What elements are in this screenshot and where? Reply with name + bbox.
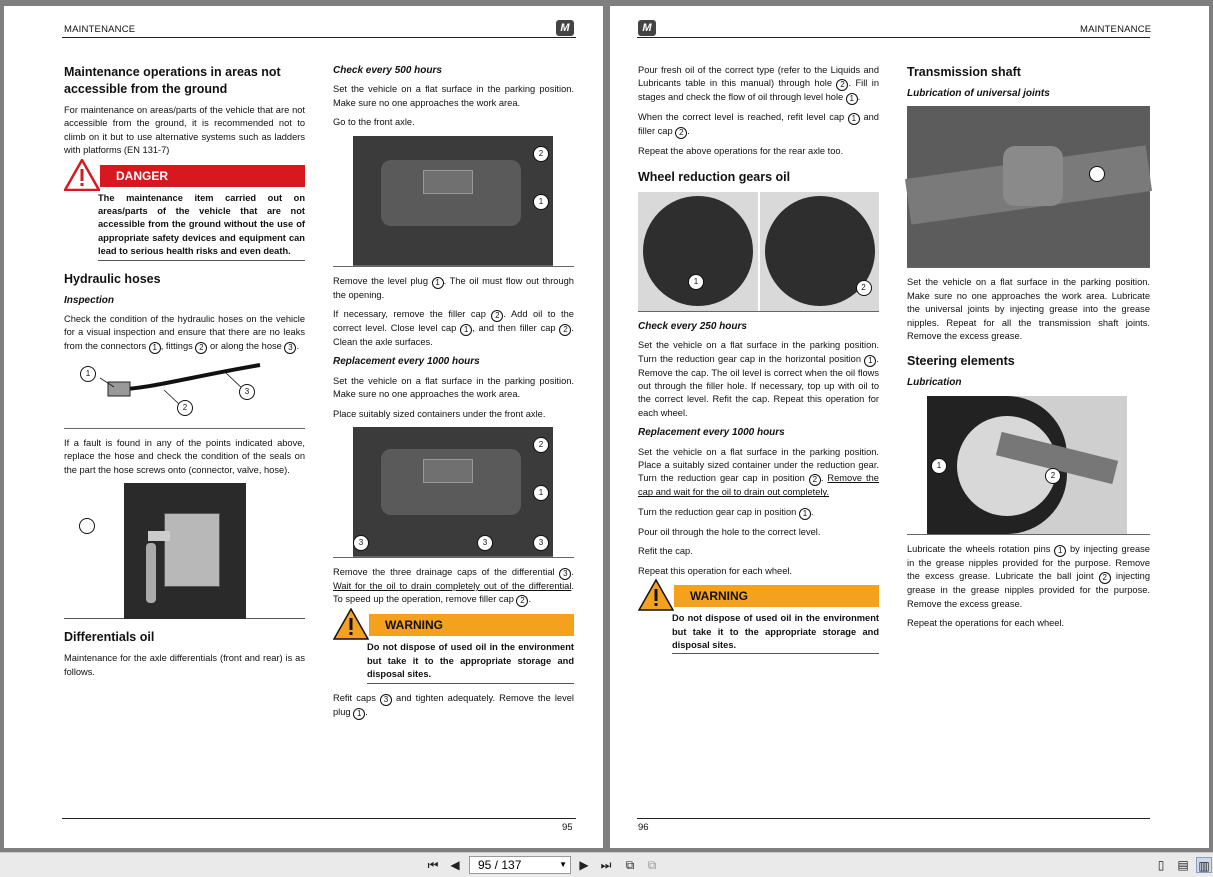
page-95 <box>4 6 603 848</box>
paragraph: Place suitably sized containers under the front axle. <box>333 408 546 419</box>
callout-2: 2 <box>177 400 193 416</box>
heading-maintenance-areas: Maintenance operations in areas not accessible from the ground <box>64 65 281 96</box>
wheel-hub-photos <box>638 192 879 312</box>
callout-1: 1 <box>533 194 549 210</box>
paragraph: Go to the front axle. <box>333 117 415 128</box>
hose-fitting-photo <box>64 483 305 619</box>
heading-lubrication-universal-joints: Lubrication of universal joints <box>907 88 1050 99</box>
page-header-section: MAINTENANCE <box>1080 24 1152 35</box>
paragraph: Repeat the above operations for the rear axle too. <box>638 146 844 157</box>
callout-2: 2 <box>533 146 549 162</box>
callout-3: 3 <box>477 535 493 551</box>
viewer-toolbar <box>0 852 1213 877</box>
callout-1: 1 <box>533 485 549 501</box>
heading-hydraulic-hoses: Hydraulic hoses <box>64 271 161 286</box>
heading-inspection: Inspection <box>64 294 115 306</box>
axle-photo-1 <box>353 136 553 266</box>
page-indicator-text: 95 / 137 <box>478 858 522 872</box>
paragraph-r1000: Set the vehicle on a flat surface in the parking position. Place a suitably sized container under the reduction gear. Turn the reduction gear cap in position 2 . Remove the cap and wait for the oil to drain out completely. <box>638 446 879 498</box>
page-96 <box>610 6 1209 848</box>
warning-label: WARNING <box>674 585 879 607</box>
callout-empty <box>79 518 95 534</box>
heading-lubrication: Lubrication <box>907 377 962 389</box>
paragraph: Repeat this operation for each wheel. <box>638 565 793 576</box>
warning-banner <box>333 613 574 637</box>
paragraph-pour: Pour fresh oil of the correct type (refer to the Liquids and Lubricants table in this manual) through hole 2 . Fill in stages and check the flow of oil through level hole 1 . <box>638 65 879 104</box>
heading-check-500: Check every 500 hours <box>333 65 442 76</box>
single-page-view-icon[interactable]: ▯ <box>1157 858 1165 872</box>
heading-steering-elements: Steering elements <box>907 354 1015 369</box>
callout-2: 2 <box>1045 468 1061 484</box>
callout-1: 1 <box>80 366 96 382</box>
right-page-column-1 <box>638 64 879 662</box>
universal-joint-photo <box>907 106 1150 268</box>
callout-3: 3 <box>353 535 369 551</box>
paragraph: Set the vehicle on a flat surface in the parking position. Make sure no one approaches the work area. <box>333 375 574 400</box>
page-number: 96 <box>638 822 649 833</box>
previous-page-icon[interactable]: ◀ <box>450 858 460 872</box>
heading-transmission-shaft: Transmission shaft <box>907 65 1021 79</box>
left-page-column-2 <box>333 64 574 726</box>
paragraph: Repeat the operations for each wheel. <box>907 618 1065 629</box>
page-number-input[interactable] <box>469 856 571 874</box>
paragraph-250: Set the vehicle on a flat surface in the parking position. Turn the reduction gear cap in the horizontal position 1 . Remove the cap. The oil level is correct when the oil flows out through the filler hole. If necessary, top up with oil to the correct level. Refit the cap. Repeat this operation for each wheel. <box>638 340 879 418</box>
warning-text: Do not dispose of used oil in the environment but take it to the appropriate storage and disposal sites. <box>367 641 574 683</box>
paragraph: Pour oil through the hole to the correct level. <box>638 526 821 537</box>
two-page-view-icon[interactable]: ▥ <box>1196 857 1212 873</box>
paragraph: For maintenance on areas/parts of the vehicle that are not accessible from the ground, it is recommended not to climb on it but to use alternative systems such as ladders with platforms (EN 131-7) <box>64 105 305 156</box>
paragraph-shaft: Set the vehicle on a flat surface in the parking position. Make sure no one approaches the work area. Lubricate the universal joints by injecting grease into the grease nipples. Repeat for all the transmission shaft joints. Remove the excess grease. <box>907 277 1150 342</box>
header-rule <box>62 37 576 38</box>
heading-replacement-1000: Replacement every 1000 hours <box>638 427 785 439</box>
warning-text: Do not dispose of used oil in the environment but take it to the appropriate storage and disposal sites. <box>672 612 879 654</box>
paragraph: Set the vehicle on a flat surface in the parking position. Make sure no one approaches the work area. <box>333 84 574 108</box>
paragraph-plug: Remove the level plug 1 . The oil must flow out through the opening. <box>333 275 574 300</box>
header-rule <box>637 37 1150 38</box>
page-copy-icon[interactable]: ⧉ <box>647 858 657 872</box>
first-page-icon[interactable]: ⏮ <box>427 858 439 872</box>
brand-logo: M <box>556 20 574 36</box>
paragraph-refit: Refit caps 3 and tighten adequately. Remove the level plug 1 . <box>333 692 574 718</box>
callout-3: 3 <box>533 535 549 551</box>
danger-text: The maintenance item carried out on areas/parts of the vehicle that are not accessible from the ground without the use of appropriate safety devices and equipment can lead to serious health risks and even death. <box>98 192 305 261</box>
danger-icon <box>64 159 100 193</box>
heading-wheel-reduction: Wheel reduction gears oil <box>638 169 791 184</box>
danger-banner <box>64 164 305 188</box>
axle-photo-2 <box>353 427 553 557</box>
heading-check-250: Check every 250 hours <box>638 320 747 332</box>
left-page-column-1 <box>64 64 305 685</box>
paragraph-fault: If a fault is found in any of the points indicated above, replace the hose and check the condition of the seals on the part the hose screws onto (connector, valve, hose). <box>64 437 305 475</box>
page-tools-icon[interactable]: ⧉ <box>625 858 635 872</box>
heading-replacement-1000: Replacement every 1000 hours <box>333 356 480 368</box>
hose-diagram <box>64 360 305 422</box>
heading-differentials-oil: Differentials oil <box>64 630 155 645</box>
callout-3: 3 <box>239 384 255 400</box>
paragraph: Refit the cap. <box>638 546 693 557</box>
right-page-column-2 <box>907 64 1150 636</box>
paragraph-turn: Turn the reduction gear cap in position 1 . <box>638 506 814 518</box>
warning-label: WARNING <box>369 614 574 636</box>
footer-rule <box>62 818 576 819</box>
last-page-icon[interactable]: ⏭ <box>600 858 612 872</box>
footer-rule <box>637 818 1150 819</box>
continuous-view-icon[interactable]: ▤ <box>1177 858 1189 872</box>
paragraph-level: When the correct level is reached, refit level cap 1 and filler cap 2 . <box>638 112 879 138</box>
page-header-section: MAINTENANCE <box>64 24 136 35</box>
page-number: 95 <box>562 822 573 833</box>
paragraph-diff: Maintenance for the axle differentials (front and rear) is as follows. <box>64 653 305 677</box>
brand-logo: M <box>638 20 656 36</box>
chevron-down-icon[interactable]: ▼ <box>559 860 567 869</box>
paragraph-inspection: Check the condition of the hydraulic hoses on the vehicle for a visual inspection and ensure that there are no leaks from the connectors 1 , fittings 2 or along the hose 3 . <box>64 314 305 352</box>
next-page-icon[interactable]: ▶ <box>579 858 589 872</box>
paragraph-drain: Remove the three drainage caps of the differential 3 . Wait for the oil to drain completely out of the differential. To speed up the operation, remove filler cap 2 . <box>333 567 574 606</box>
callout-1: 1 <box>688 274 704 290</box>
warning-icon <box>333 608 369 642</box>
warning-banner <box>638 584 879 608</box>
danger-label: DANGER <box>100 165 305 187</box>
paragraph-steer: Lubricate the wheels rotation pins 1 by injecting grease in the grease nipples provided for the purpose. Remove the excess grease. Lubricate the ball joint 2 injecting grease in the grease nipples provided for the purpose. Remove the excess grease. <box>907 543 1150 609</box>
paragraph-fill: If necessary, remove the filler cap 2 . Add oil to the correct level. Close level cap 1 , and then filler cap 2 . Clean the axle surfaces. <box>333 309 575 348</box>
warning-icon <box>638 579 674 613</box>
callout-2: 2 <box>856 280 872 296</box>
callout-2: 2 <box>533 437 549 453</box>
steering-photo <box>927 396 1127 534</box>
callout-1: 1 <box>931 458 947 474</box>
